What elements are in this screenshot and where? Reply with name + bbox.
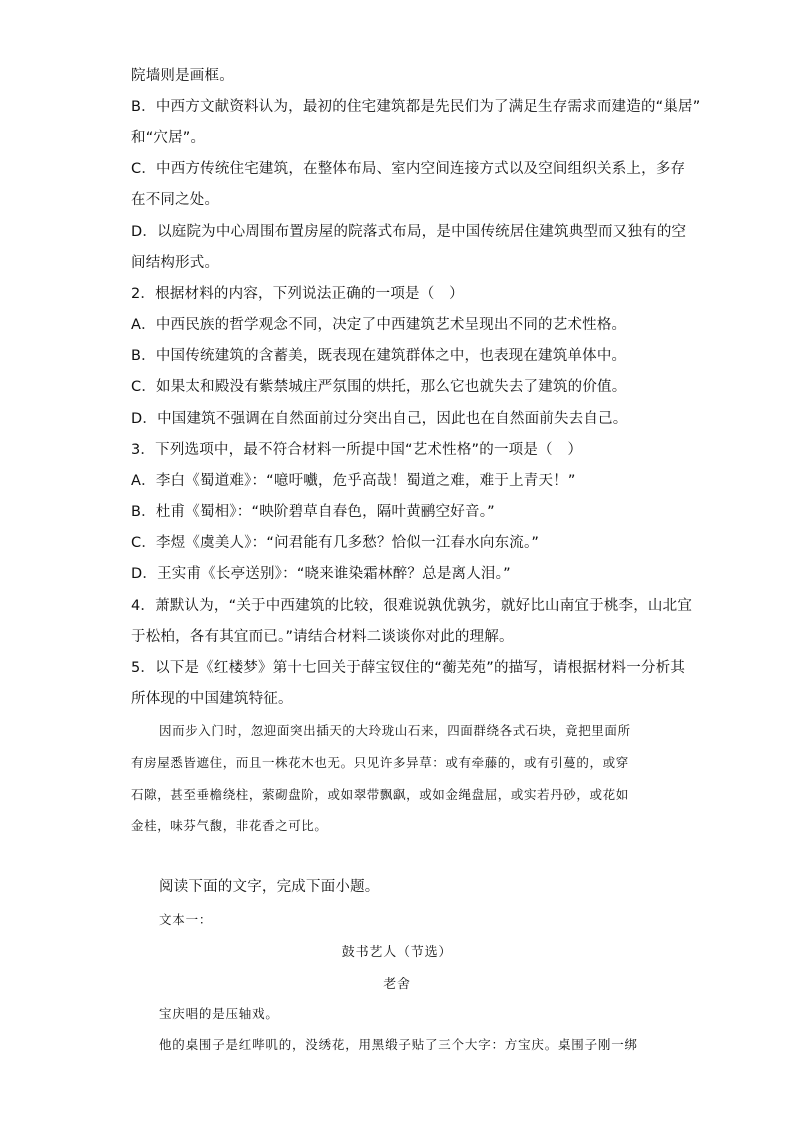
option-b-line: B．中西方文献资料认为，最初的住宅建筑都是先民们为了满足生存需求而建造的“巢居”: [131, 99, 701, 115]
option-d: D．王实甫《长亭送别》：“晓来谁染霜林醉？总是离人泪。”: [131, 566, 511, 582]
question-5: 5．以下是《红楼梦》第十七回关于薛宝钗住的“蘅芜苑”的描写，请根据材料一分析其: [131, 660, 686, 676]
option-a: A．李白《蜀道难》：“噫吁嚱，危乎高哉！蜀道之难，难于上青天！”: [131, 473, 576, 489]
text-line: 间结构形式。: [131, 255, 220, 271]
option-c-line: C．中西方传统住宅建筑，在整体布局、室内空间连接方式以及空间组织关系上，多存: [131, 161, 686, 177]
body-line: 宝庆唱的是压轴戏。: [159, 1006, 279, 1021]
passage-author: 老舍: [383, 977, 411, 992]
quote-line: 石隙，甚至垂檐绕柱，萦砌盘阶，或如翠带飘飖，或如金绳盘屈，或实若丹砂，或花如: [131, 787, 629, 802]
option-c: C．李煜《虞美人》：“问君能有几多愁？恰似一江春水向东流。”: [131, 535, 540, 551]
question-2: 2．根据材料的内容，下列说法正确的一项是（ ）: [131, 286, 464, 302]
quote-line: 因而步入门时，忽迎面突出插天的大玲珑山石来，四面群绕各式石块，竟把里面所: [159, 723, 631, 738]
text-line: 所体现的中国建筑特征。: [131, 691, 293, 707]
text-line: 和“穴居”。: [131, 130, 206, 146]
quote-line: 金桂，味芬气馥，非花香之可比。: [131, 818, 328, 833]
option-a: A．中西民族的哲学观念不同，决定了中西建筑艺术呈现出不同的艺术性格。: [131, 317, 627, 333]
question-4: 4．萧默认为，“关于中西建筑的比较，很难说孰优孰劣，就好比山南宜于桃李，山北宜: [131, 598, 693, 614]
text-line: 院墙则是画框。: [131, 68, 234, 84]
text-label: 文本一：: [159, 912, 213, 927]
quote-line: 有房屋悉皆遮住，而且一株花木也无。只见许多异草：或有牵藤的，或有引蔓的，或穿: [131, 755, 629, 770]
option-d-line: D．以庭院为中心周围布置房屋的院落式布局，是中国传统居住建筑典型而又独有的空: [131, 224, 687, 240]
body-line: 他的桌围子是红哔叽的，没绣花，用黑缎子贴了三个大字：方宝庆。桌围子刚一绑: [159, 1037, 638, 1052]
instruction: 阅读下面的文字，完成下面小题。: [159, 879, 380, 895]
option-d: D．中国建筑不强调在自然面前过分突出自己，因此也在自然面前失去自己。: [131, 411, 628, 427]
text-line: 在不同之处。: [131, 192, 220, 208]
text-line: 于松柏，各有其宜而已。”请结合材料二谈谈你对此的理解。: [131, 629, 514, 645]
question-3: 3．下列选项中，最不符合材料一所提中国“艺术性格”的一项是（ ）: [131, 442, 583, 458]
passage-title: 鼓书艺人（节选）: [341, 945, 453, 960]
option-b: B．中国传统建筑的含蓄美，既表现在建筑群体之中，也表现在建筑单体中。: [131, 348, 627, 364]
option-b: B．杜甫《蜀相》：“映阶碧草自春色，隔叶黄鹂空好音。”: [131, 504, 495, 520]
option-c: C．如果太和殿没有紫禁城庄严氛围的烘托，那么它也就失去了建筑的价值。: [131, 379, 627, 395]
